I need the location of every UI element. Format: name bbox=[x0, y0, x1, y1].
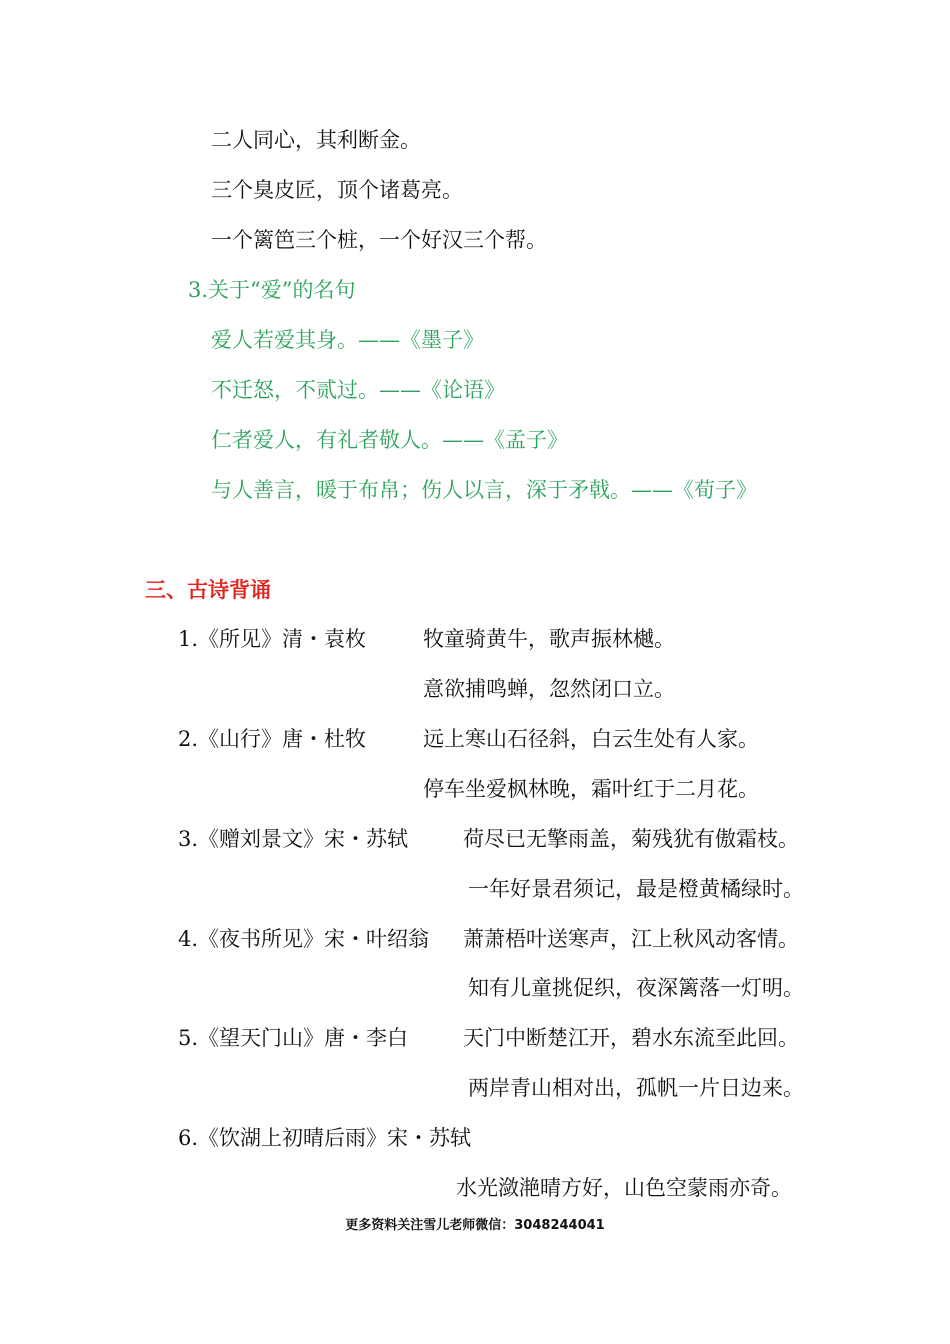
poem-line: 意欲捕鸣蝉，忽然闭口立。 bbox=[423, 677, 675, 701]
proverb-line: 三个臭皮匠，顶个诸葛亮。 bbox=[211, 178, 463, 202]
love-quote: 爱人若爱其身。——《墨子》 bbox=[211, 328, 484, 352]
love-quote: 不迁怒，不贰过。——《论语》 bbox=[211, 378, 505, 402]
poem-line: 一年好景君须记，最是橙黄橘绿时。 bbox=[468, 877, 804, 901]
proverb-line: 二人同心，其利断金。 bbox=[211, 128, 421, 152]
love-quotes-heading: 3.关于“爱”的名句 bbox=[188, 278, 356, 302]
poem-title: 4.《夜书所见》宋・叶绍翁 bbox=[178, 927, 430, 951]
poem-title: 6.《饮湖上初晴后雨》宋・苏轼 bbox=[178, 1126, 472, 1150]
poem-title: 2.《山行》唐・杜牧 bbox=[178, 727, 367, 751]
poetry-section-heading: 三、古诗背诵 bbox=[145, 578, 271, 602]
poem-line: 牧童骑黄牛，歌声振林樾。 bbox=[423, 627, 675, 651]
poem-line: 停车坐爱枫林晚，霜叶红于二月花。 bbox=[423, 777, 759, 801]
poem-line: 知有儿童挑促织，夜深篱落一灯明。 bbox=[468, 976, 804, 1000]
love-quote: 仁者爱人，有礼者敬人。——《孟子》 bbox=[211, 428, 568, 452]
poem-title: 3.《赠刘景文》宋・苏轼 bbox=[178, 827, 409, 851]
poem-title: 5.《望天门山》唐・李白 bbox=[178, 1026, 409, 1050]
poem-title: 1.《所见》清・袁枚 bbox=[178, 627, 367, 651]
poem-line: 两岸青山相对出，孤帆一片日边来。 bbox=[468, 1076, 804, 1100]
love-quote: 与人善言，暖于布帛；伤人以言，深于矛戟。——《荀子》 bbox=[211, 478, 757, 502]
poem-line: 远上寒山石径斜，白云生处有人家。 bbox=[423, 727, 759, 751]
poem-line: 荷尽已无擎雨盖，菊残犹有傲霜枝。 bbox=[463, 827, 799, 851]
proverb-line: 一个篱笆三个桩，一个好汉三个帮。 bbox=[211, 228, 547, 252]
poem-line: 萧萧梧叶送寒声，江上秋风动客情。 bbox=[463, 927, 799, 951]
poem-line: 天门中断楚江开，碧水东流至此回。 bbox=[463, 1026, 799, 1050]
poem-line: 水光潋滟晴方好，山色空蒙雨亦奇。 bbox=[456, 1176, 792, 1200]
footer-note: 更多资料关注雪儿老师微信：3048244041 bbox=[345, 1218, 605, 1233]
